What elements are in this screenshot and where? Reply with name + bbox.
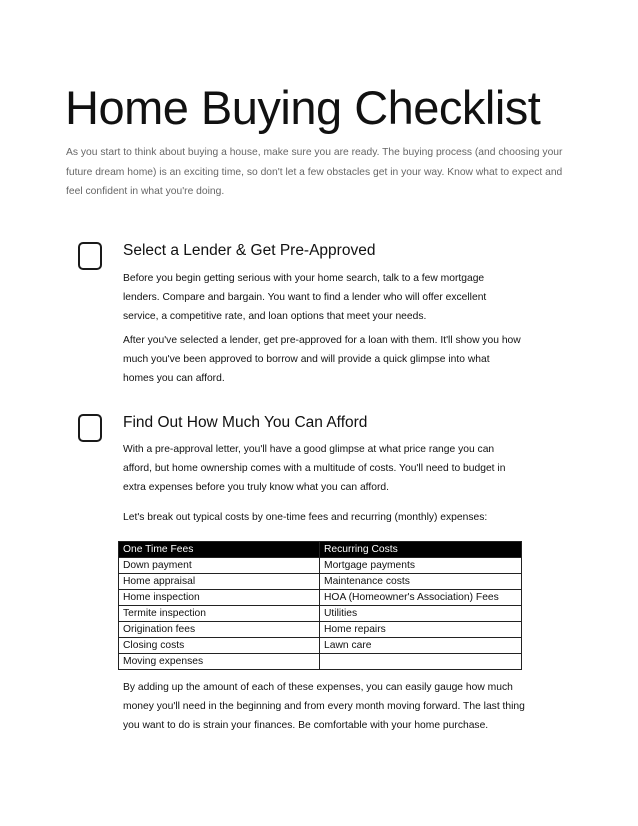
section-paragraph: With a pre-approval letter, you'll have a good glimpse at what price range you can afford, but home ownership comes with a multitude of costs. You'll need to budget in extra expenses before you truly know what you can afford. <box>123 444 506 493</box>
column-header-one-time-fees: One Time Fees <box>119 542 320 558</box>
table-cell: HOA (Homeowner's Association) Fees <box>320 590 522 606</box>
table-cell: Moving expenses <box>119 654 320 670</box>
table-cell: Maintenance costs <box>320 574 522 590</box>
section-heading: Select a Lender & Get Pre-Approved <box>123 242 376 259</box>
costs-table <box>118 541 522 670</box>
table-cell: Home repairs <box>320 622 522 638</box>
table-row <box>119 638 522 654</box>
column-header-recurring-costs: Recurring Costs <box>320 542 522 558</box>
checkbox-afford[interactable] <box>78 414 102 442</box>
section-paragraph: Let's break out typical costs by one-time fees and recurring (monthly) expenses: <box>123 512 488 523</box>
table-cell <box>320 654 522 670</box>
table-cell: Origination fees <box>119 622 320 638</box>
page-title: Home Buying Checklist <box>65 81 541 134</box>
table-cell: Lawn care <box>320 638 522 654</box>
section-paragraph: By adding up the amount of each of these expenses, you can easily gauge how much money you'll need in the beginning and from every month moving forward. The last thing you want to do is strain your finances. Be comfortable with your home purchase. <box>123 682 525 731</box>
checkbox-select-lender[interactable] <box>78 242 102 270</box>
table-row <box>119 574 522 590</box>
table-row <box>119 558 522 574</box>
table-header-row <box>119 542 522 558</box>
table-cell: Closing costs <box>119 638 320 654</box>
table-cell: Utilities <box>320 606 522 622</box>
section-heading: Find Out How Much You Can Afford <box>123 414 368 431</box>
table-cell: Mortgage payments <box>320 558 522 574</box>
table-cell: Termite inspection <box>119 606 320 622</box>
table-cell: Down payment <box>119 558 320 574</box>
section-paragraph: Before you begin getting serious with your home search, talk to a few mortgage lenders. Compare and bargain. You want to find a lender who will offer excellent service, a competitive rate, and loan options that meet your needs. <box>123 273 487 322</box>
table-row <box>119 590 522 606</box>
table-row <box>119 654 522 670</box>
table-row <box>119 606 522 622</box>
section-paragraph: After you've selected a lender, get pre-approved for a loan with them. It'll show you how much you've been approved to borrow and will provide a quick glimpse into what homes you can afford. <box>123 335 521 384</box>
intro-paragraph: As you start to think about buying a house, make sure you are ready. The buying process (and choosing your future dream home) is an exciting time, so don't let a few obstacles get in your way. Know what to expect and feel confident in what you're doing. <box>66 147 563 197</box>
table-cell: Home appraisal <box>119 574 320 590</box>
table-cell: Home inspection <box>119 590 320 606</box>
table-row <box>119 622 522 638</box>
